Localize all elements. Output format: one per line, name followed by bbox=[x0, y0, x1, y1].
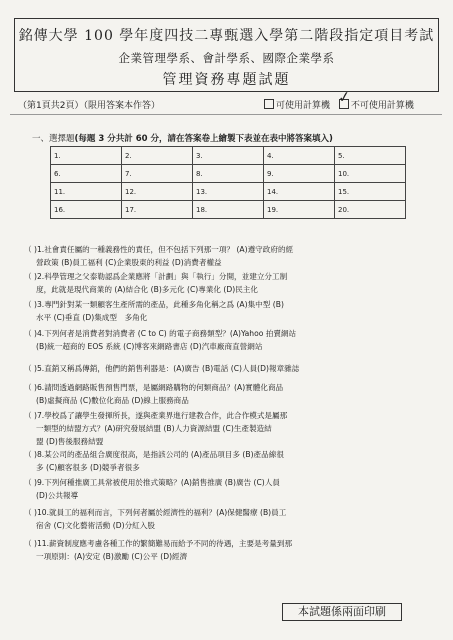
question-item bbox=[24, 476, 354, 502]
question-line: （ )9.下列何種推廣工具常被使用於推式策略？(A)銷售推廣 (B)廣告 (C)人員 bbox=[24, 478, 280, 487]
question-line: （ )2.科學管理之父泰勒認爲企業應將「計劃」與「執行」分開，並建立分工制 bbox=[24, 272, 288, 281]
question-line: 多 (C)顧客很多 (D)競爭者很多 bbox=[36, 463, 140, 472]
question-line: （ )11.薪資制度應考慮各種工作的繁簡難易而給予不同的待遇，主要是考量到那 bbox=[24, 539, 293, 548]
answer-cell: 6. bbox=[51, 165, 122, 183]
answer-cell: 12. bbox=[122, 183, 193, 201]
question-line: 盟 (D)售後服務結盟 bbox=[36, 437, 104, 446]
question-line: (B)虛擬商品 (C)數位化商品 (D)線上服務商品 bbox=[36, 396, 189, 405]
answer-cell: 16. bbox=[51, 201, 122, 219]
answer-cell: 2. bbox=[122, 147, 193, 165]
section-rule: (每題 3 分共計 60 分，請在答案卷上繪製下表並在表中將答案填入) bbox=[74, 134, 333, 144]
calc-allowed-label: 可使用計算機 bbox=[276, 101, 331, 111]
question-line: （ )1.社會責任屬的一種義務性的責任，但不包括下列那一項？ (A)遵守政府的經 bbox=[24, 245, 294, 254]
question-line: （ )3.專門針對某一類顧客生產所需的產品，此種多角化稱之爲 (A)集中型 (B) bbox=[24, 300, 284, 309]
section-prefix: 一、選擇題 bbox=[32, 134, 75, 144]
answer-cell: 10. bbox=[335, 165, 406, 183]
answer-cell: 18. bbox=[193, 201, 264, 219]
question-line: （ )4.下列何者是消費者對消費者 (C to C) 的電子商務類型？(A)Yahoo 拍賣網站 bbox=[24, 329, 297, 338]
question-line: 一項原則：(A)安定 (B)激勵 (C)公平 (D)經濟 bbox=[36, 552, 188, 561]
question-item bbox=[24, 298, 354, 324]
calc-not-allowed-label: 不可使用計算機 bbox=[350, 101, 414, 111]
section-title bbox=[32, 132, 333, 144]
question-line: (B)統一超商的 EOS 系統 (C)博客來網路書店 (D)汽車廠商直營網站 bbox=[36, 342, 263, 351]
question-line: （ )5.直銷又稱爲傳銷，他們的銷售利器是：(A)廣告 (B)電話 (C)人員(D)報章雜誌 bbox=[24, 364, 300, 373]
answer-cell: 20. bbox=[335, 201, 406, 219]
subject-title: 管理資務專題試題 bbox=[162, 72, 291, 88]
question-line: 一類型的結盟方式？(A)研究發展結盟 (B)人力資源結盟 (C)生產製造結 bbox=[36, 424, 272, 433]
answer-grid-row bbox=[51, 147, 406, 165]
answer-cell: 14. bbox=[264, 183, 335, 201]
answer-cell: 9. bbox=[264, 165, 335, 183]
question-line: (D)公共報導 bbox=[36, 491, 79, 500]
page-info: （第1頁共2頁）（限用答案本作答） bbox=[18, 101, 160, 111]
answer-cell: 4. bbox=[264, 147, 335, 165]
exam-title: 銘傳大學 100 學年度四技二專甄選入學第二階段指定項目考試 bbox=[18, 28, 435, 44]
question-line: （ )10.就員工的福利而言，下列何者屬於經濟性的福利？(A)保健醫療 (B)員工 bbox=[24, 508, 287, 517]
exam-header bbox=[14, 18, 439, 92]
answer-cell: 5. bbox=[335, 147, 406, 165]
header-divider bbox=[10, 114, 442, 115]
question-line: （ )8.某公司的產品組合廣度很高，是指該公司的 (A)產品項目多 (B)產品線很 bbox=[24, 450, 284, 459]
answer-cell: 13. bbox=[193, 183, 264, 201]
question-line: （ )6.請問透過網路販售預售門票，是屬網路購物的何類商品？(A)實體化商品 bbox=[24, 383, 284, 392]
double-sided-stamp: 本試題係兩面印刷 bbox=[282, 603, 402, 621]
meta-row bbox=[18, 87, 438, 112]
check-mark-icon: ✓ bbox=[336, 87, 352, 107]
question-line: 宿舍 (C)文化藝術活動 (D)分紅入股 bbox=[36, 521, 155, 530]
answer-cell: 11. bbox=[51, 183, 122, 201]
answer-cell: 17. bbox=[122, 201, 193, 219]
answer-cell: 19. bbox=[264, 201, 335, 219]
question-line: 水平 (C)垂直 (D)集成型 多角化 bbox=[36, 313, 148, 322]
question-line: 度，此就是現代商業的 (A)結合化 (B)多元化 (C)專業化 (D)民主化 bbox=[36, 285, 258, 294]
answer-grid-row bbox=[51, 201, 406, 219]
question-item bbox=[24, 381, 354, 407]
question-item bbox=[24, 270, 354, 296]
question-item bbox=[24, 327, 354, 353]
calc-allowed-checkbox bbox=[264, 99, 274, 109]
question-item bbox=[24, 448, 354, 474]
answer-cell: 8. bbox=[193, 165, 264, 183]
answer-grid-row bbox=[51, 183, 406, 201]
question-item bbox=[24, 409, 354, 448]
question-line: 營政策 (B)員工福利 (C)企業股東的利益 (D)消費者權益 bbox=[36, 258, 222, 267]
calc-not-allowed-checkbox bbox=[336, 87, 352, 109]
answer-cell: 15. bbox=[335, 183, 406, 201]
department-list: 企業管理學系、會計學系、國際企業學系 bbox=[118, 51, 335, 65]
question-line: （ )7.學校爲了讓學生發揮所長，遂與產業界進行建教合作，此合作模式是屬那 bbox=[24, 411, 288, 420]
answer-grid bbox=[50, 146, 406, 219]
calculator-options bbox=[264, 87, 414, 111]
question-item bbox=[24, 537, 354, 563]
question-item bbox=[24, 243, 354, 269]
answer-cell: 7. bbox=[122, 165, 193, 183]
question-item bbox=[24, 362, 354, 375]
question-item bbox=[24, 506, 354, 532]
answer-cell: 3. bbox=[193, 147, 264, 165]
answer-grid-row bbox=[51, 165, 406, 183]
answer-cell: 1. bbox=[51, 147, 122, 165]
